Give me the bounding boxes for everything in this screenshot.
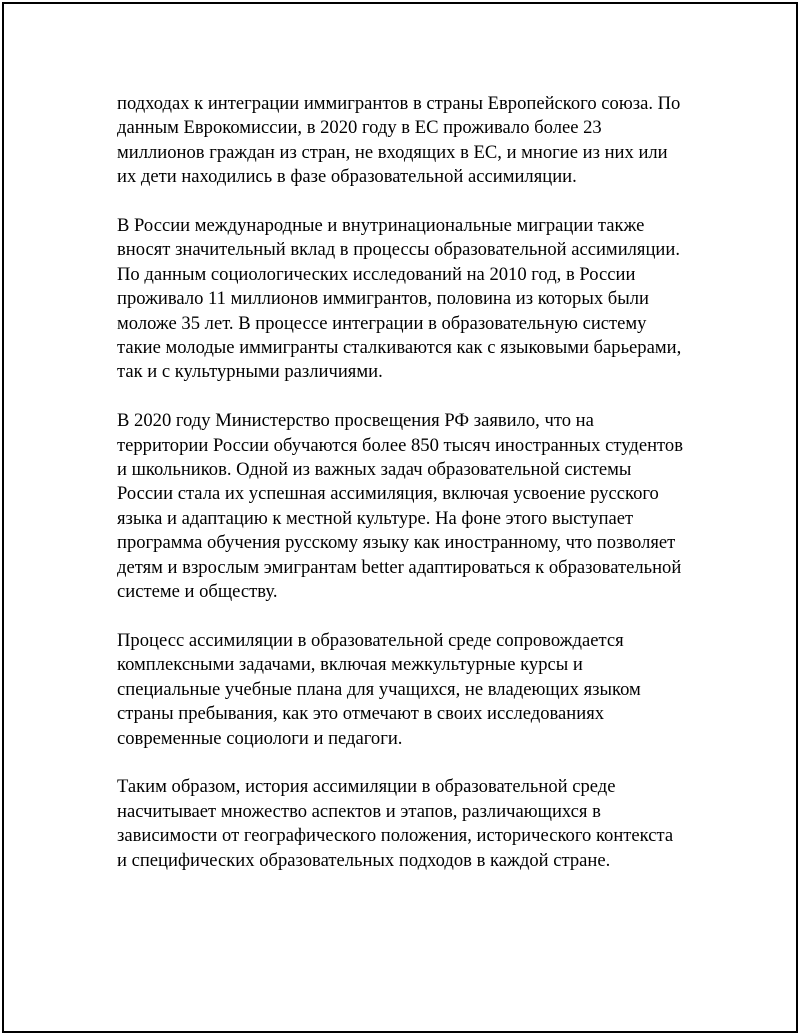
text-line: По данным социологических исследований на 2010 год, в России <box>117 263 636 285</box>
text-line: и специфических образовательных подходов в каждой стране. <box>117 849 611 871</box>
text-line: детям и взрослым эмигрантам better адаптироваться к образовательной <box>117 556 682 578</box>
text-line: Таким образом, история ассимиляции в образовательной среде <box>117 776 616 798</box>
text-line: современные социологи и педагоги. <box>117 727 403 749</box>
paragraph-russia-migration <box>117 214 687 385</box>
text-line: России стала их успешная ассимиляция, включая усвоение русского <box>117 483 659 505</box>
text-line: территории России обучаются более 850 тысяч иностранных студентов <box>117 434 683 456</box>
text-line: языка и адаптацию к местной культуре. На фоне этого выступает <box>117 507 634 529</box>
text-line: данным Еврокомиссии, в 2020 году в ЕС проживало более 23 <box>117 117 602 139</box>
paragraph-conclusion <box>117 775 687 873</box>
paragraph-eu-integration <box>117 92 687 190</box>
paragraph-assimilation-process <box>117 629 687 751</box>
text-line: страны пребывания, как это отмечают в своих исследованиях <box>117 703 605 725</box>
text-line: В 2020 году Министерство просвещения РФ заявило, что на <box>117 410 594 432</box>
text-line: проживало 11 миллионов иммигрантов, половина из которых были <box>117 288 649 310</box>
text-line: специальные учебные плана для учащихся, не владеющих языком <box>117 678 641 700</box>
text-line: моложе 35 лет. В процессе интеграции в образовательную систему <box>117 312 647 334</box>
text-line: и школьников. Одной из важных задач образовательной системы <box>117 459 632 481</box>
text-line: миллионов граждан из стран, не входящих в ЕС, и многие из них или <box>117 141 668 163</box>
text-line: программа обучения русскому языку как иностранному, что позволяет <box>117 532 676 554</box>
text-line: системе и обществу. <box>117 581 278 603</box>
text-line: подходах к интеграции иммигрантов в страны Европейского союза. По <box>117 93 681 114</box>
text-line: насчитывает множество аспектов и этапов, различающихся в <box>117 800 601 822</box>
text-line: В России международные и внутринациональные миграции также <box>117 215 645 237</box>
text-line: вносят значительный вклад в процессы образовательной ассимиляции. <box>117 239 680 261</box>
text-line: так и с культурными различиями. <box>117 361 383 383</box>
text-line: такие молодые иммигранты сталкиваются как с языковыми барьерами, <box>117 337 682 359</box>
paragraph-foreign-students <box>117 409 687 604</box>
text-line: зависимости от географического положения, исторического контекста <box>117 825 674 847</box>
text-line: Процесс ассимиляции в образовательной среде сопровождается <box>117 629 624 651</box>
text-line: их дети находились в фазе образовательной ассимиляции. <box>117 166 577 188</box>
document-body <box>117 92 687 897</box>
text-line: комплексными задачами, включая межкультурные курсы и <box>117 654 583 676</box>
